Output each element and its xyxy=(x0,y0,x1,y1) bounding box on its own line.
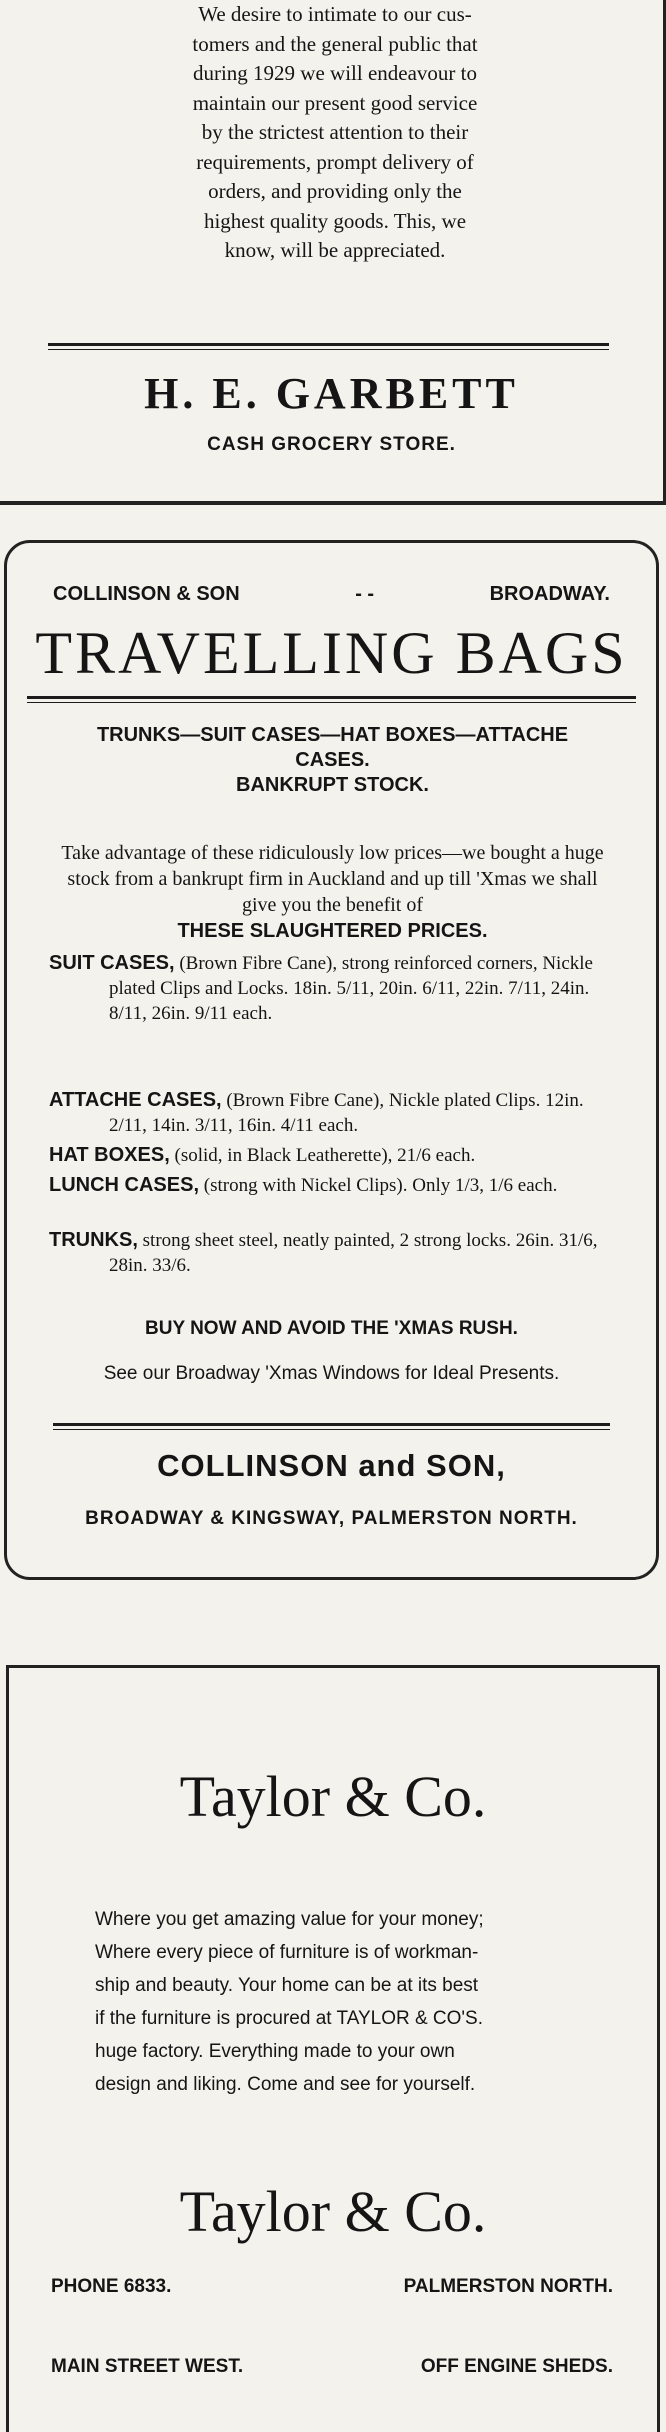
taylor-street: MAIN STREET WEST. xyxy=(51,2356,244,2377)
taylor-name-bottom: Taylor & Co. xyxy=(179,2179,487,2244)
text-line: huge factory. Everything made to your own xyxy=(95,2041,455,2062)
garbett-intro xyxy=(120,0,550,266)
intro-line: know, will be appreciated. xyxy=(224,238,446,262)
entry-label: TRUNKS, xyxy=(49,1229,138,1251)
taylor-city: PALMERSTON NORTH. xyxy=(403,2276,613,2297)
header-dashes: - - xyxy=(355,583,375,605)
entry-text: strong sheet steel, neatly painted, 2 strong locks. 26in. 31/6, 28in. 33/6. xyxy=(109,1230,598,1276)
collinson-windows: See our Broadway 'Xmas Windows for Ideal Presents. xyxy=(103,1363,560,1384)
price-entry xyxy=(49,1228,620,1278)
text-line: Where every piece of furniture is of workman- xyxy=(95,1942,479,1963)
collinson-advertisement xyxy=(4,540,659,1580)
entry-text: (Brown Fibre Cane), strong reinforced corners, Nickle plated Clips and Locks. 18in. 5/11, 20in. 6/11, 22in. 7/11, 24in. 8/11, 26in. 9/11 each. xyxy=(109,953,593,1024)
garbett-name: H. E. GARBETT xyxy=(144,369,519,418)
entry-label: LUNCH CASES, xyxy=(49,1174,200,1196)
collinson-header xyxy=(53,583,610,606)
paragraph-bold: THESE SLAUGHTERED PRICES. xyxy=(177,920,488,942)
collinson-firm: COLLINSON and SON, xyxy=(157,1448,506,1483)
text-line: if the furniture is procured at TAYLOR & CO'S. xyxy=(95,2008,484,2029)
collinson-title: TRAVELLING BAGS xyxy=(35,620,628,686)
entry-label: SUIT CASES, xyxy=(49,952,175,974)
taylor-phone: PHONE 6833. xyxy=(51,2276,172,2297)
intro-line: highest quality goods. This, we xyxy=(203,208,467,233)
taylor-advertisement xyxy=(6,1665,660,2432)
items-line: CASES. xyxy=(295,749,370,771)
entry-text: (strong with Nickel Clips). Only 1/3, 1/6 each. xyxy=(203,1175,558,1196)
text-line: Where you get amazing value for your money; xyxy=(95,1909,484,1930)
entry-text: (Brown Fibre Cane), Nickle plated Clips. 12in. 2/11, 14in. 3/11, 16in. 4/11 each. xyxy=(109,1090,584,1136)
intro-line: maintain our present good service xyxy=(192,90,478,115)
price-entry xyxy=(49,1088,620,1138)
garbett-divider xyxy=(48,343,609,350)
entry-label: ATTACHE CASES, xyxy=(49,1089,222,1111)
intro-line: We desire to intimate to our cus- xyxy=(198,2,472,26)
taylor-text xyxy=(95,1903,597,2101)
taylor-name-top: Taylor & Co. xyxy=(179,1764,487,1829)
taylor-location: OFF ENGINE SHEDS. xyxy=(420,2356,613,2377)
items-line: TRUNKS—SUIT CASES—HAT BOXES—ATTACHE xyxy=(96,724,569,746)
intro-line: tomers and the general public that xyxy=(192,31,478,56)
intro-line: orders, and providing only the xyxy=(208,179,462,203)
collinson-items xyxy=(49,723,616,798)
price-entry xyxy=(49,951,620,1026)
text-line: design and liking. Come and see for yourself. xyxy=(95,2074,476,2095)
garbett-tagline: CASH GROCERY STORE. xyxy=(207,434,456,455)
intro-line: during 1929 we will endeavour to xyxy=(192,61,478,85)
title-divider xyxy=(27,696,636,703)
entry-text: (solid, in Black Leatherette), 21/6 each. xyxy=(174,1145,476,1166)
collinson-paragraph xyxy=(49,840,616,944)
entry-label: HAT BOXES, xyxy=(49,1144,170,1166)
header-left: COLLINSON & SON xyxy=(53,583,240,605)
price-entry xyxy=(49,1173,620,1198)
header-right: BROADWAY. xyxy=(489,583,610,605)
paragraph-text: Take advantage of these ridiculously low prices—we bought a huge stock from a bankrupt firm in Auckland and up till 'Xmas we shall give you the benefit of xyxy=(61,842,604,916)
bottom-divider xyxy=(53,1423,610,1430)
taylor-address-row xyxy=(51,2356,613,2378)
intro-line: requirements, prompt delivery of xyxy=(196,149,474,174)
text-line: ship and beauty. Your home can be at its best xyxy=(95,1975,479,1996)
items-line: BANKRUPT STOCK. xyxy=(236,774,429,796)
collinson-cta: BUY NOW AND AVOID THE 'XMAS RUSH. xyxy=(145,1318,518,1339)
collinson-address: BROADWAY & KINGSWAY, PALMERSTON NORTH. xyxy=(85,1508,578,1529)
intro-line: by the strictest attention to their xyxy=(201,120,469,144)
taylor-contact-row xyxy=(51,2276,613,2298)
garbett-advertisement xyxy=(0,0,666,505)
price-entry xyxy=(49,1143,620,1168)
